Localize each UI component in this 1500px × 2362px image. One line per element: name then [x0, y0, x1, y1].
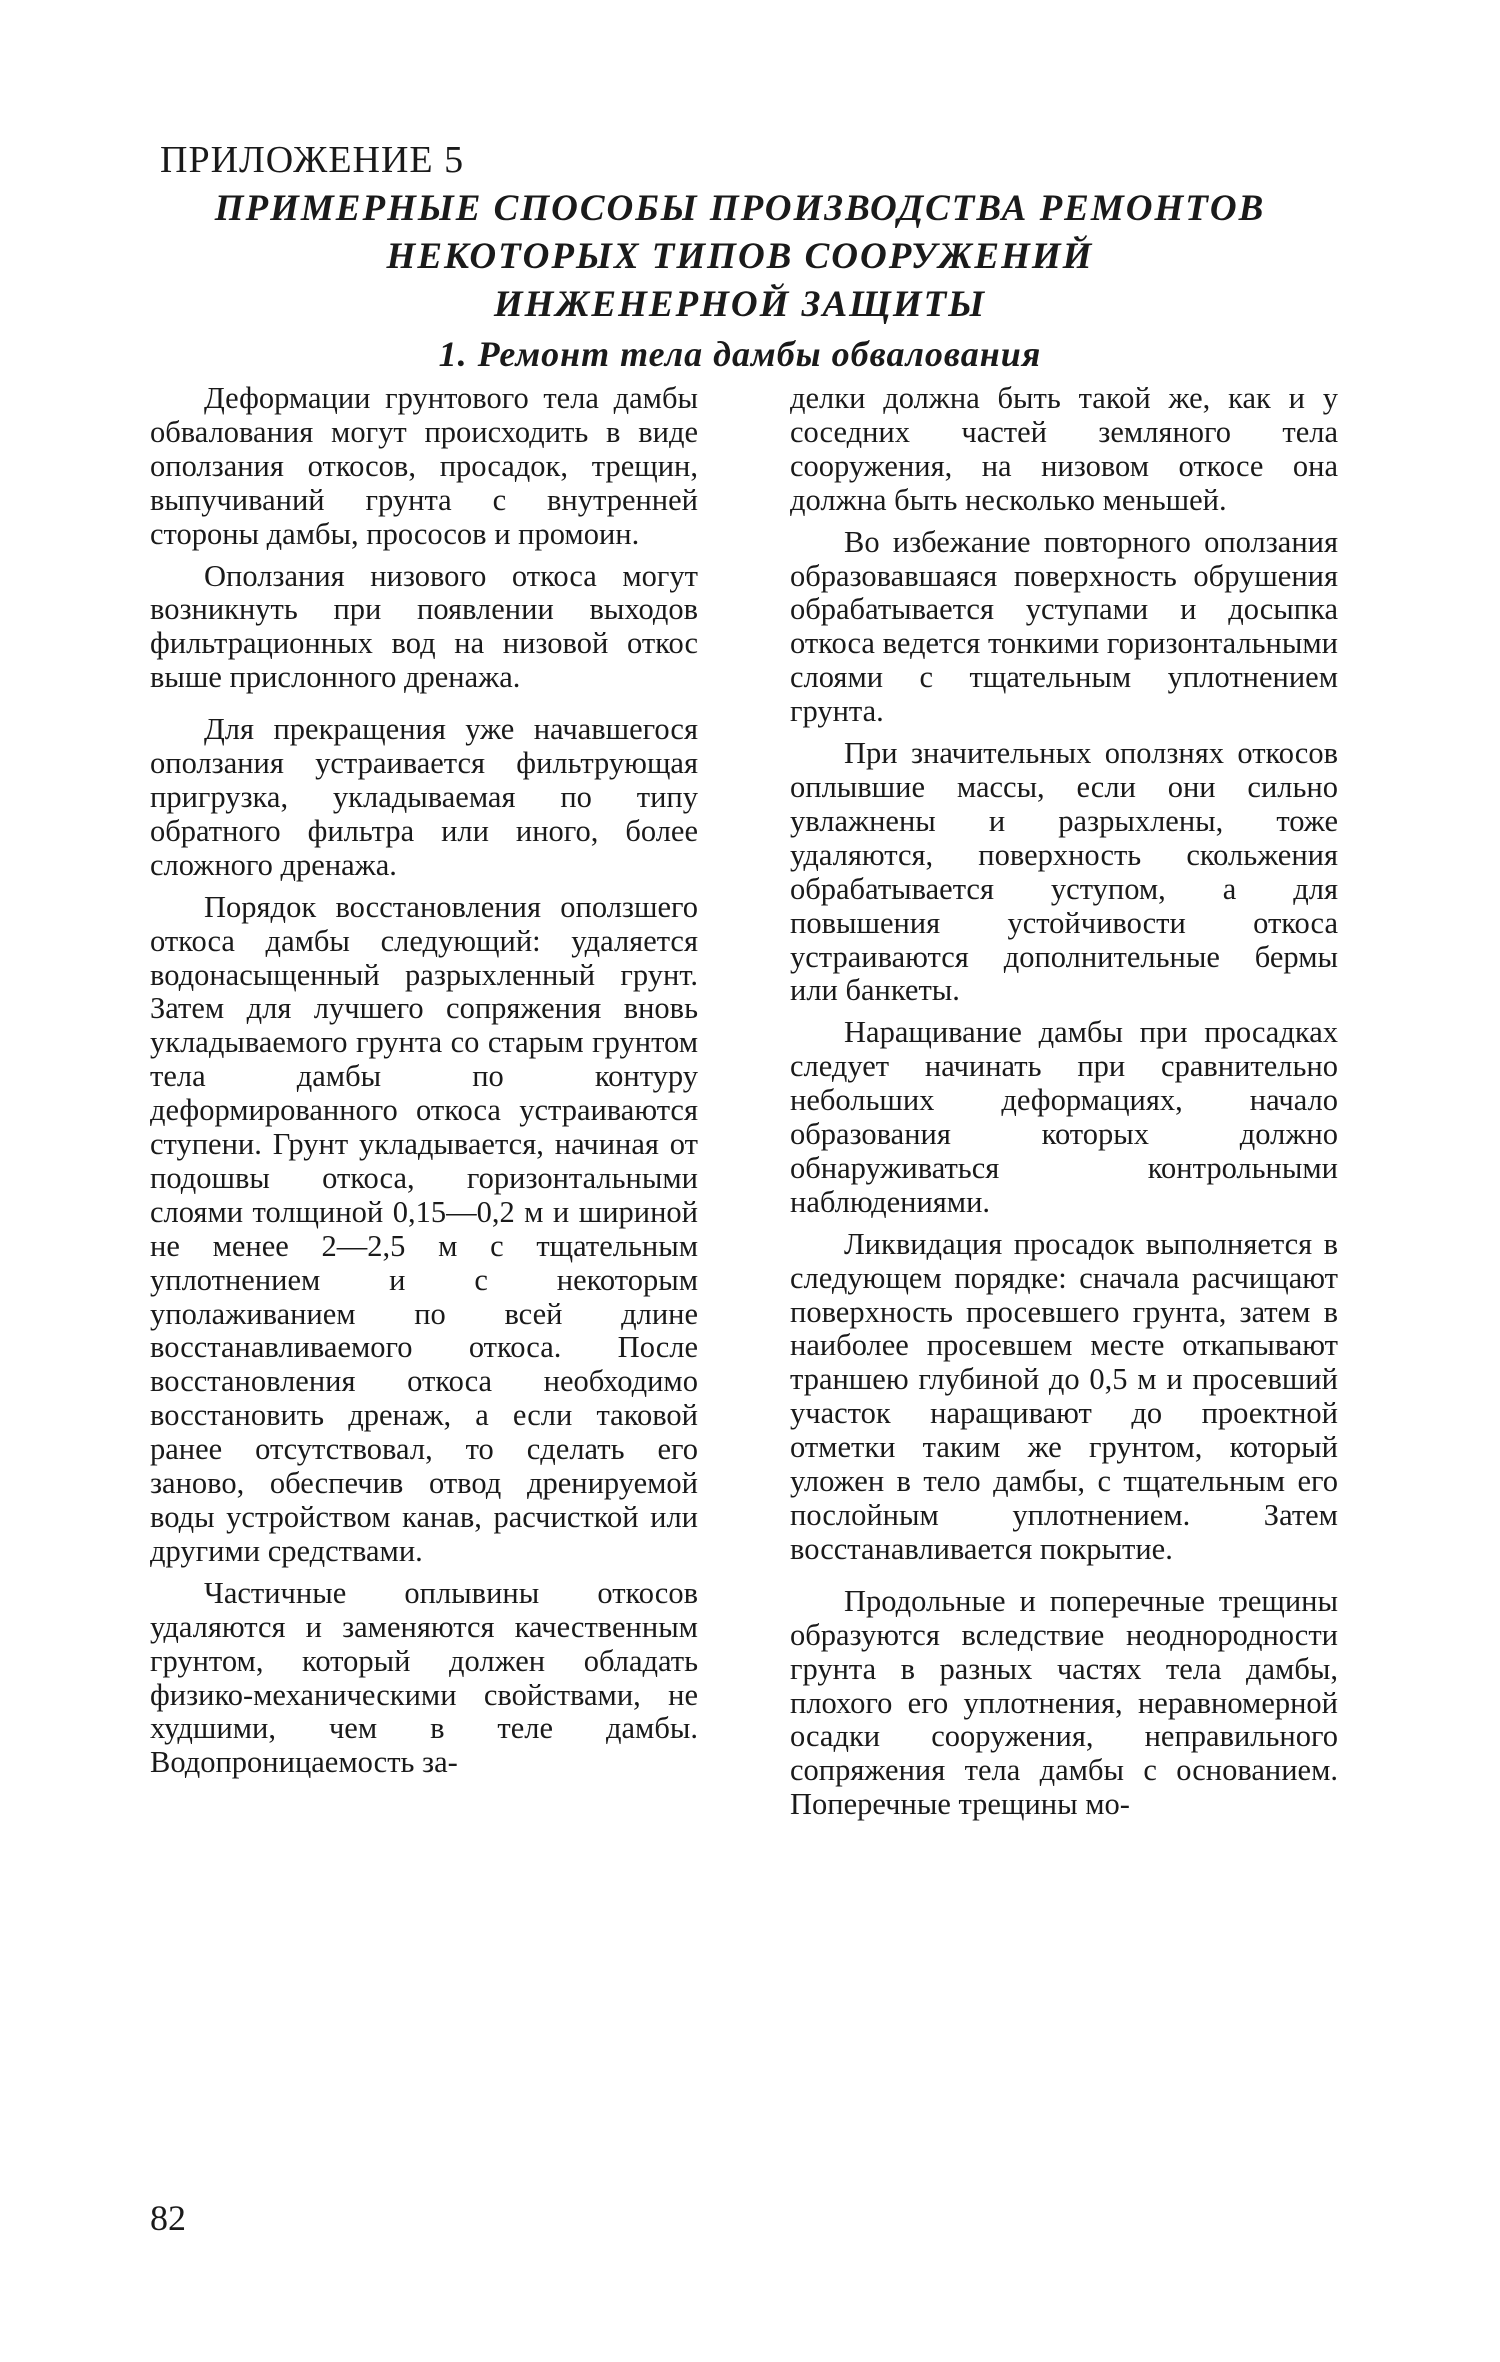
paragraph: Частичные оплывины откосов удаляются и заменяются качественным грунтом, который должен обладать физико-механическими свойствами, не худшими, чем в теле дамбы. Водопроницаемость за-	[150, 1575, 698, 1780]
section-heading: 1. Ремонт тела дамбы обвалования	[438, 334, 1042, 374]
document-title	[150, 185, 1330, 329]
paragraph: Во избежание повторного оползания образовавшаяся поверхность обрушения обрабатывается уступами и досыпка откоса ведется тонкими горизонтальными слоями с тщательным уплотнением грунта.	[790, 524, 1338, 729]
paragraph: Наращивание дамбы при просадках следует начинать при сравнительно небольших деформациях, начало образования которых должно обнаруживаться контрольными наблюдениями.	[790, 1015, 1338, 1219]
appendix-label: ПРИЛОЖЕНИЕ 5	[160, 139, 465, 181]
paragraph: Порядок восстановления оползшего откоса дамбы следующий: удаляется водонасыщенный разрыхленный грунт. Затем для лучшего сопряжения вновь укладываемого грунта со старым грунтом тела дамбы по контуру деформированного откоса устраиваются ступени. Грунт укладывается, начиная от подошвы откоса, горизонтальными слоями толщиной 0,15—0,2 м и шириной не менее 2—2,5 м с тщательным уплотнением и с некоторым уполаживанием по всей длине восстанавливаемого откоса. После восстановления откоса необходимо восстановить дренаж, а если таковой ранее отсутствовал, то сделать его заново, обеспечив отвод дренируемой воды устройством канав, расчисткой или другими средствами.	[150, 889, 698, 1568]
title-line: НЕКОТОРЫХ ТИПОВ СООРУЖЕНИЙ	[386, 236, 1094, 277]
page-number: 82	[150, 2198, 186, 2238]
paragraph: делки должна быть такой же, как и у соседних частей земляного тела сооружения, на низовом откосе она должна быть несколько меньшей.	[790, 381, 1338, 517]
title-line: ПРИМЕРНЫЕ СПОСОБЫ ПРОИЗВОДСТВА РЕМОНТОВ	[214, 188, 1266, 229]
paragraph: Для прекращения уже начавшегося оползания устраивается фильтрующая пригрузка, укладываемая по типу обратного фильтра или иного, более сложного дренажа.	[150, 712, 698, 882]
paragraph: Деформации грунтового тела дамбы обвалования могут происходить в виде оползания откосов, просадок, трещин, выпучиваний грунта с внутренней стороны дамбы, прососов и промоин.	[150, 381, 698, 551]
paragraph: Оползания низового откоса могут возникнуть при появлении выходов фильтрационных вод на низовой откос выше прислонного дренажа.	[150, 558, 698, 695]
paragraph: При значительных оползнях откосов оплывшие массы, если они сильно увлажнены и разрыхлены, тоже удаляются, поверхность скольжения обрабатывается уступом, а для повышения устойчивости откоса устраиваются дополнительные бермы или банкеты.	[790, 736, 1338, 1008]
right-column	[790, 382, 1338, 1830]
paragraph: Ликвидация просадок выполняется в следующем порядке: сначала расчищают поверхность просевшего грунта, затем в наиболее просевшем месте откапывают траншею глубиной до 0,5 м и просевший участок наращивают до проектной отметки таким же грунтом, который уложен в тело дамбы, с тщательным его послойным уплотнением. Затем восстанавливается покрытие.	[790, 1226, 1338, 1566]
title-line: ИНЖЕНЕРНОЙ ЗАЩИТЫ	[493, 284, 987, 325]
paragraph: Продольные и поперечные трещины образуются вследствие неоднородности грунта в разных частях тела дамбы, плохого его уплотнения, неравномерной осадки сооружения, неправильного сопряжения тела дамбы с основанием. Поперечные трещины мо-	[790, 1583, 1338, 1822]
left-column	[150, 382, 698, 1788]
